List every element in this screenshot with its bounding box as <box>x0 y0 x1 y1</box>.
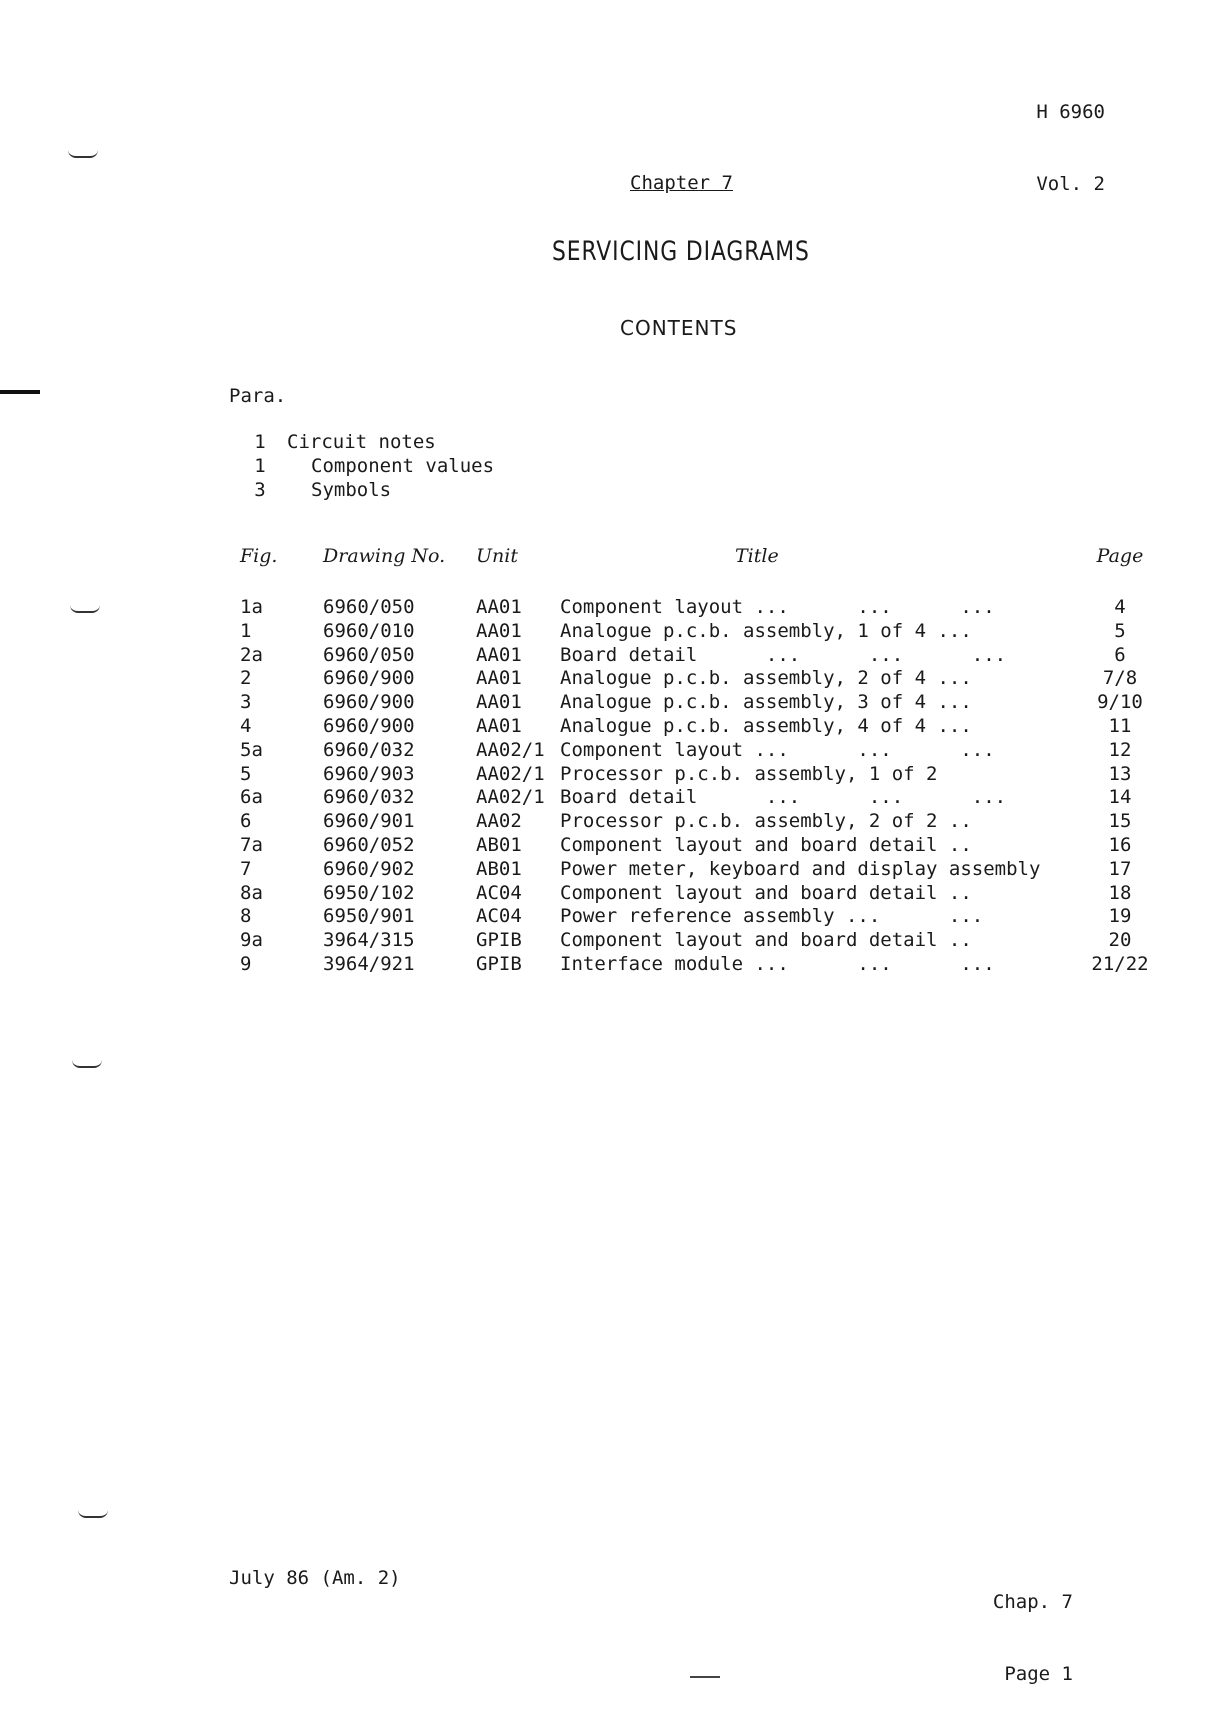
cell-drawing: 6960/050 <box>323 643 415 666</box>
cell-unit: AB01 <box>476 834 522 856</box>
cell-drawing: 6960/900 <box>323 691 415 714</box>
cell-page: 14 <box>1108 786 1132 809</box>
cell-unit: AA01 <box>476 715 522 737</box>
cell-page: 19 <box>1108 905 1132 928</box>
cell-drawing: 6960/902 <box>323 857 415 880</box>
table-row <box>0 786 1223 810</box>
cell-drawing: 6960/901 <box>323 810 415 833</box>
cell-unit: AA02 <box>476 810 522 833</box>
cell-page: 16 <box>1108 834 1132 856</box>
table-row <box>0 667 1223 691</box>
footer-rule <box>690 1676 720 1678</box>
cell-drawing: 3964/315 <box>323 929 415 952</box>
table-row <box>0 858 1223 882</box>
cell-fig: 1a <box>240 596 263 618</box>
para-text: Circuit notes <box>287 431 436 453</box>
para-text: Symbols <box>311 479 392 501</box>
table-row <box>0 739 1223 763</box>
table-row <box>0 763 1223 787</box>
cell-page: 21/22 <box>1091 953 1149 975</box>
cell-drawing: 3964/921 <box>323 953 415 975</box>
cell-fig: 5 <box>240 762 252 785</box>
cell-unit: AA02/1 <box>476 738 545 761</box>
cell-drawing: 6960/010 <box>323 619 415 642</box>
cell-title: Board detail ... ... ... <box>560 786 1007 809</box>
cell-drawing: 6960/050 <box>323 596 415 618</box>
binder-hole-mark <box>72 1060 102 1068</box>
table-header-row <box>0 545 1223 569</box>
cell-fig: 4 <box>240 715 252 737</box>
cell-fig: 7 <box>240 857 252 880</box>
cell-fig: 8a <box>240 881 263 904</box>
para-number: 3 <box>254 479 266 501</box>
footer-page-number: Page 1 <box>1004 1663 1073 1685</box>
document-reference <box>1036 52 1105 220</box>
cell-title: Interface module ... ... ... <box>560 953 995 975</box>
cell-title: Component layout ... ... ... <box>560 596 995 618</box>
header-fig: Fig. <box>240 545 278 567</box>
cell-fig: 5a <box>240 738 263 761</box>
table-row <box>0 882 1223 906</box>
cell-drawing: 6960/903 <box>323 762 415 785</box>
para-row <box>0 454 1223 478</box>
cell-unit: AA01 <box>476 619 522 642</box>
binder-hole-mark <box>78 1510 108 1518</box>
cell-title: Power meter, keyboard and display assembly <box>560 857 1041 880</box>
cell-title: Processor p.c.b. assembly, 1 of 2 <box>560 762 938 785</box>
cell-unit: AA01 <box>476 643 522 666</box>
cell-page: 15 <box>1108 810 1132 833</box>
cell-fig: 6 <box>240 810 252 833</box>
cell-fig: 9a <box>240 929 263 952</box>
cell-page: 9/10 <box>1097 691 1143 714</box>
binder-hole-mark <box>70 605 100 613</box>
cell-drawing: 6950/102 <box>323 881 415 904</box>
para-text: Component values <box>311 455 495 477</box>
volume-label: Vol. 2 <box>1036 173 1105 195</box>
table-row <box>0 596 1223 620</box>
footer-chapter: Chap. 7 <box>992 1591 1073 1613</box>
amendment-bar <box>0 390 40 394</box>
cell-page: 18 <box>1108 881 1132 904</box>
para-number: 1 <box>254 431 266 453</box>
cell-unit: AC04 <box>476 881 522 904</box>
table-row <box>0 929 1223 953</box>
cell-fig: 2a <box>240 643 263 666</box>
cell-drawing: 6960/032 <box>323 786 415 809</box>
table-row <box>0 691 1223 715</box>
cell-unit: GPIB <box>476 929 522 952</box>
cell-drawing: 6960/900 <box>323 715 415 737</box>
cell-fig: 3 <box>240 691 252 714</box>
header-unit: Unit <box>476 545 518 567</box>
cell-page: 12 <box>1108 738 1132 761</box>
cell-drawing: 6960/052 <box>323 834 415 856</box>
binder-hole-mark <box>68 150 98 158</box>
cell-fig: 1 <box>240 619 252 642</box>
para-number: 1 <box>254 455 266 477</box>
cell-drawing: 6960/900 <box>323 667 415 690</box>
table-row <box>0 905 1223 929</box>
footer-date: July 86 (Am. 2) <box>229 1567 401 1589</box>
cell-page: 4 <box>1114 596 1126 618</box>
cell-page: 20 <box>1108 929 1132 952</box>
table-row <box>0 834 1223 858</box>
cell-title: Analogue p.c.b. assembly, 3 of 4 ... <box>560 691 972 714</box>
header-drawing: Drawing No. <box>323 545 446 567</box>
cell-fig: 7a <box>240 834 263 856</box>
cell-drawing: 6950/901 <box>323 905 415 928</box>
cell-unit: AB01 <box>476 857 522 880</box>
cell-title: Board detail ... ... ... <box>560 643 1007 666</box>
cell-unit: GPIB <box>476 953 522 975</box>
cell-fig: 8 <box>240 905 252 928</box>
cell-title: Processor p.c.b. assembly, 2 of 2 .. <box>560 810 972 833</box>
table-row <box>0 715 1223 739</box>
cell-title: Component layout and board detail .. <box>560 881 972 904</box>
cell-unit: AA02/1 <box>476 762 545 785</box>
cell-page: 11 <box>1108 715 1132 737</box>
table-row <box>0 953 1223 977</box>
cell-page: 5 <box>1114 619 1126 642</box>
contents-heading: CONTENTS <box>620 316 738 340</box>
cell-fig: 6a <box>240 786 263 809</box>
para-row <box>0 478 1223 502</box>
header-title: Title <box>735 545 779 567</box>
cell-title: Component layout and board detail .. <box>560 834 972 856</box>
doc-number: H 6960 <box>1036 101 1105 123</box>
para-row <box>0 430 1223 454</box>
cell-unit: AA01 <box>476 691 522 714</box>
cell-page: 13 <box>1108 762 1132 785</box>
cell-title: Analogue p.c.b. assembly, 1 of 4 ... <box>560 619 972 642</box>
cell-drawing: 6960/032 <box>323 738 415 761</box>
cell-page: 6 <box>1114 643 1126 666</box>
table-row <box>0 644 1223 668</box>
table-row <box>0 620 1223 644</box>
table-row <box>0 810 1223 834</box>
cell-title: Analogue p.c.b. assembly, 2 of 4 ... <box>560 667 972 690</box>
cell-unit: AA02/1 <box>476 786 545 809</box>
header-page: Page <box>1096 545 1144 567</box>
cell-fig: 9 <box>240 953 252 975</box>
cell-title: Analogue p.c.b. assembly, 4 of 4 ... <box>560 715 972 737</box>
cell-title: Component layout ... ... ... <box>560 738 995 761</box>
cell-unit: AC04 <box>476 905 522 928</box>
cell-fig: 2 <box>240 667 252 690</box>
cell-unit: AA01 <box>476 596 522 618</box>
page-title: SERVICING DIAGRAMS <box>552 236 810 267</box>
cell-unit: AA01 <box>476 667 522 690</box>
cell-title: Power reference assembly ... ... <box>560 905 984 928</box>
chapter-heading: Chapter 7 <box>630 172 733 194</box>
cell-title: Component layout and board detail .. <box>560 929 972 952</box>
cell-page: 7/8 <box>1102 667 1138 690</box>
para-label: Para. <box>229 385 287 407</box>
cell-page: 17 <box>1108 857 1132 880</box>
